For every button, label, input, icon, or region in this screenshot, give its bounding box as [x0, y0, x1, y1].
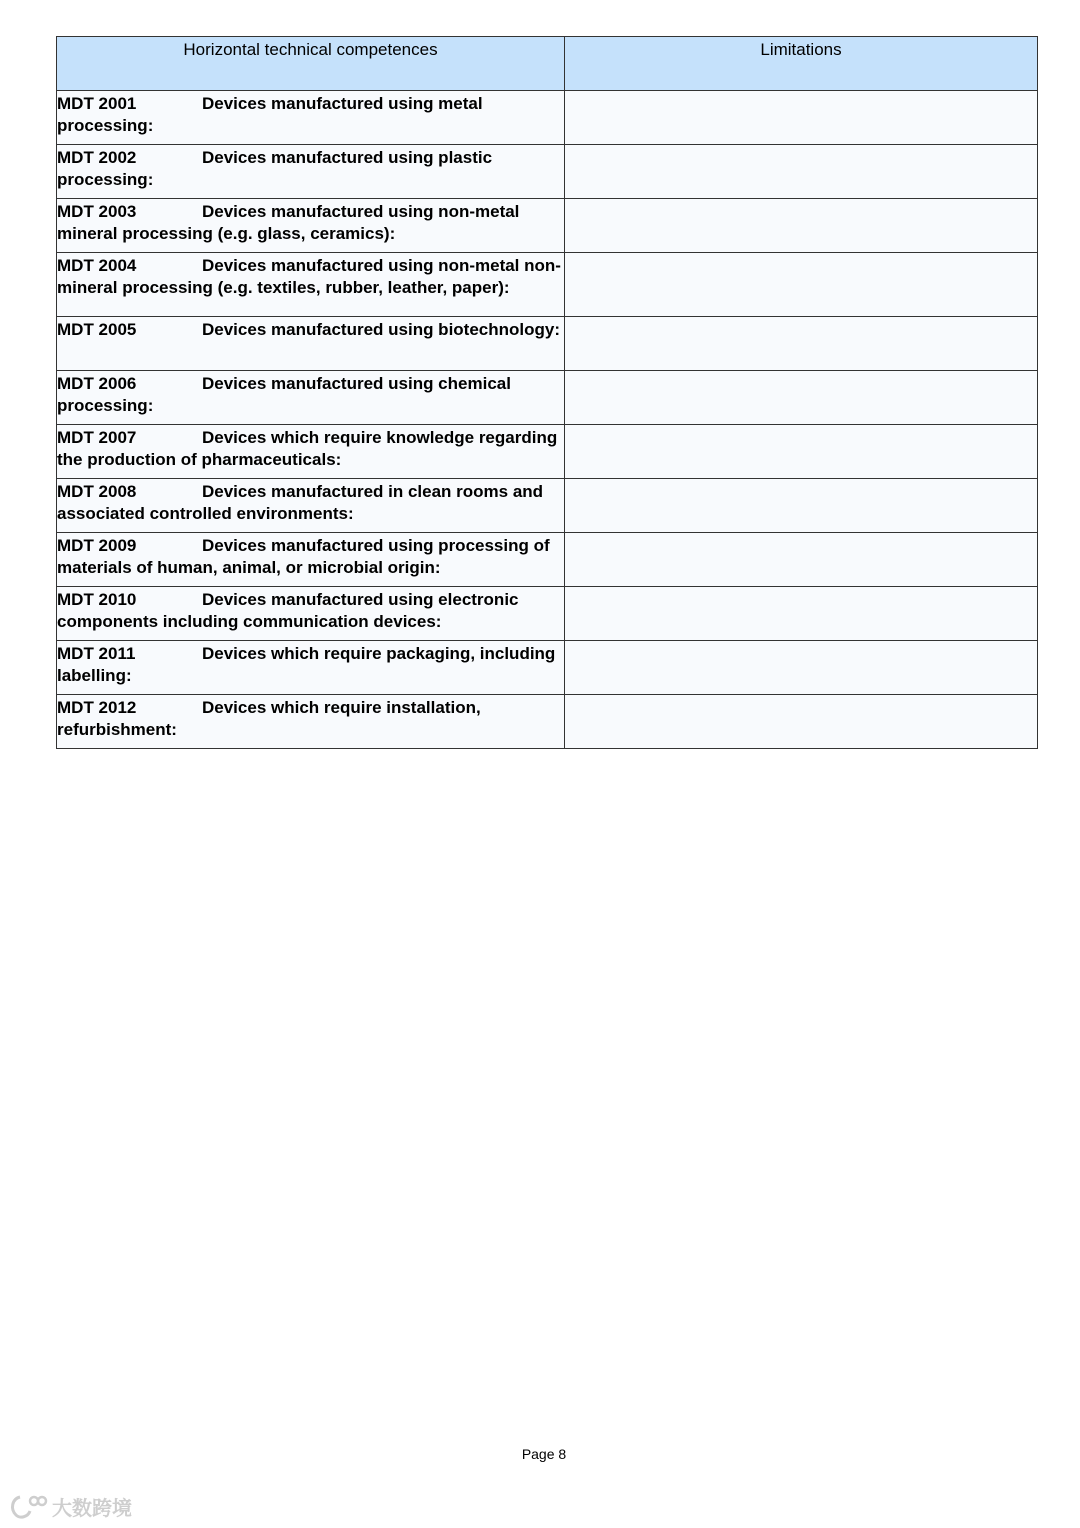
competence-cell: [57, 425, 565, 479]
table-row: [57, 533, 1038, 587]
watermark-logo-icon: [8, 1493, 48, 1521]
competence-code: MDT 2006: [57, 374, 137, 393]
competence-description: Devices which require packaging, including labelling:: [57, 644, 556, 685]
competence-text: [57, 481, 564, 525]
competence-cell: [57, 587, 565, 641]
competence-cell: [57, 695, 565, 749]
competences-table: [56, 36, 1038, 749]
limitation-cell: [565, 425, 1038, 479]
competence-text: [57, 93, 564, 137]
competence-code: MDT 2007: [57, 428, 137, 447]
competence-cell: [57, 317, 565, 371]
competence-code: MDT 2001: [57, 94, 137, 113]
table-row: [57, 91, 1038, 145]
competence-code: MDT 2010: [57, 590, 137, 609]
competence-description: Devices manufactured using biotechnology:: [202, 320, 561, 339]
competence-code: MDT 2003: [57, 202, 137, 221]
limitation-cell: [565, 479, 1038, 533]
competence-code: MDT 2012: [57, 698, 137, 717]
table-row: [57, 253, 1038, 317]
competence-code: MDT 2011: [57, 644, 136, 663]
competence-code: MDT 2002: [57, 148, 137, 167]
limitation-cell: [565, 253, 1038, 317]
limitation-cell: [565, 533, 1038, 587]
header-competences: Horizontal technical competences: [57, 37, 565, 91]
watermark-text: 大数跨境: [52, 1498, 132, 1520]
competence-code: MDT 2005: [57, 320, 137, 339]
competence-text: [57, 147, 564, 191]
competence-text: [57, 589, 564, 633]
table-header-row: [57, 37, 1038, 91]
competence-cell: [57, 91, 565, 145]
competence-text: [57, 643, 564, 687]
competence-text: [57, 319, 564, 341]
table-row: [57, 145, 1038, 199]
competence-code: MDT 2009: [57, 536, 137, 555]
limitation-cell: [565, 371, 1038, 425]
header-limitations: Limitations: [565, 37, 1038, 91]
limitation-cell: [565, 91, 1038, 145]
competence-description: Devices manufactured using electronic components including communication devices:: [57, 590, 519, 631]
limitation-cell: [565, 317, 1038, 371]
table-row: [57, 371, 1038, 425]
limitation-cell: [565, 199, 1038, 253]
limitation-cell: [565, 695, 1038, 749]
competence-description: Devices manufactured using chemical processing:: [57, 374, 511, 415]
table-row: [57, 199, 1038, 253]
competence-text: [57, 427, 564, 471]
competence-code: MDT 2004: [57, 256, 137, 275]
competence-code: MDT 2008: [57, 482, 137, 501]
competence-cell: [57, 533, 565, 587]
competence-description: Devices which require knowledge regarding the production of pharmaceuticals:: [57, 428, 558, 469]
competence-cell: [57, 253, 565, 317]
competence-cell: [57, 479, 565, 533]
table-row: [57, 641, 1038, 695]
competence-description: Devices manufactured using non-metal mineral processing (e.g. glass, ceramics):: [57, 202, 520, 243]
table-row: [57, 695, 1038, 749]
watermark: [8, 1492, 132, 1521]
competence-description: Devices manufactured using metal processing:: [57, 94, 483, 135]
competence-cell: [57, 145, 565, 199]
competence-text: [57, 373, 564, 417]
competence-cell: [57, 371, 565, 425]
competence-text: [57, 255, 564, 299]
competence-description: Devices manufactured using non-metal non-mineral processing (e.g. textiles, rubber, leather, paper):: [57, 256, 561, 297]
competence-cell: [57, 641, 565, 695]
competence-cell: [57, 199, 565, 253]
page-number: Page 8: [521, 1446, 567, 1462]
limitation-cell: [565, 641, 1038, 695]
competence-text: [57, 697, 564, 741]
competence-description: Devices manufactured using plastic processing:: [57, 148, 493, 189]
table-row: [57, 317, 1038, 371]
competence-description: Devices manufactured using processing of materials of human, animal, or microbial origin:: [57, 536, 550, 577]
competence-text: [57, 535, 564, 579]
competence-description: Devices which require installation, refurbishment:: [57, 698, 481, 739]
table-row: [57, 425, 1038, 479]
competence-text: [57, 201, 564, 245]
competence-description: Devices manufactured in clean rooms and associated controlled environments:: [57, 482, 544, 523]
limitation-cell: [565, 587, 1038, 641]
table-body: [57, 91, 1038, 749]
table-row: [57, 587, 1038, 641]
table-row: [57, 479, 1038, 533]
limitation-cell: [565, 145, 1038, 199]
